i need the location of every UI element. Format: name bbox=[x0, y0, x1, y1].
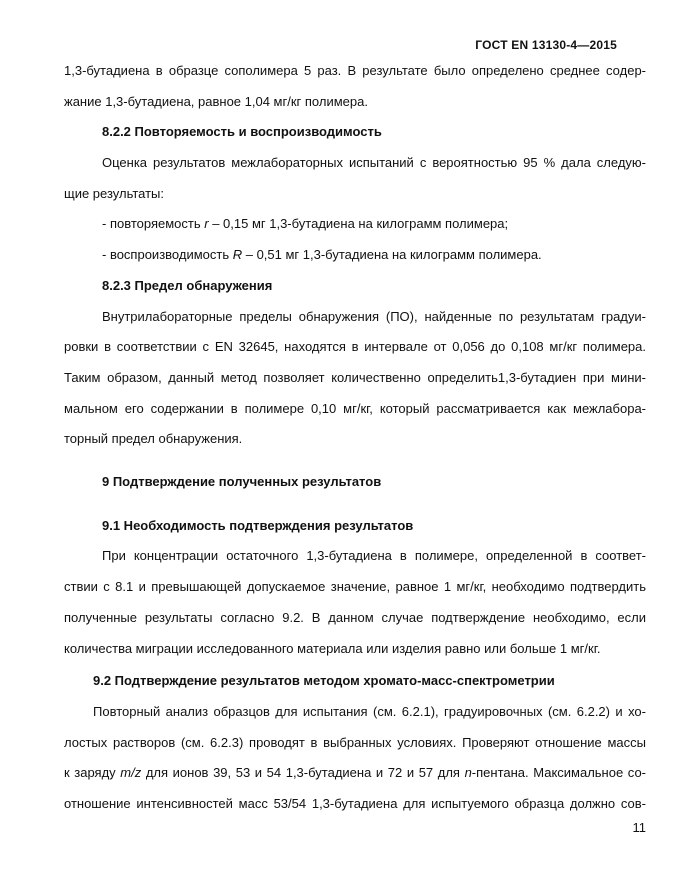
paragraph-line: полученные результаты согласно 9.2. В данном случае подтверждение необходимо, если bbox=[64, 610, 646, 625]
section-heading-9: 9 Подтверждение полученных результатов bbox=[102, 474, 382, 489]
paragraph-line: При концентрации остаточного 1,3-бутадиена в полимере, определенной в соответ- bbox=[102, 548, 646, 563]
paragraph-line: мальном его содержании в полимере 0,10 мг/кг, который рассматривается как межлабора- bbox=[64, 401, 646, 416]
paragraph-line: Внутрилабораторные пределы обнаружения (ПО), найденные по результатам градуи- bbox=[102, 309, 646, 324]
list-item-repeatability: - повторяемость r – 0,15 мг 1,3-бутадиена на килограмм полимера; bbox=[102, 216, 509, 231]
paragraph-line: жание 1,3-бутадиена, равное 1,04 мг/кг полимера. bbox=[64, 94, 368, 109]
section-heading-9-1: 9.1 Необходимость подтверждения результатов bbox=[102, 518, 414, 533]
paragraph-line: лостых растворов (см. 6.2.3) проводят в выбранных условиях. Проверяют отношение массы bbox=[64, 735, 646, 750]
section-heading-9-2: 9.2 Подтверждение результатов методом хромато-масс-спектрометрии bbox=[93, 673, 555, 688]
paragraph-line: к заряду m/z для ионов 39, 53 и 54 1,3-бутадиена и 72 и 57 для n-пентана. Максимальное со- bbox=[64, 765, 646, 780]
paragraph-line: отношение интенсивностей масс 53/54 1,3-бутадиена для испытуемого образца должно сов- bbox=[64, 796, 646, 811]
paragraph-line: Повторный анализ образцов для испытания (см. 6.2.1), градуировочных (см. 6.2.2) и хо- bbox=[93, 704, 646, 719]
paragraph-line: Оценка результатов межлабораторных испытаний с вероятностью 95 % дала следую- bbox=[102, 155, 646, 170]
paragraph-line: ствии с 8.1 и превышающей допускаемое значение, равное 1 мг/кг, необходимо подтвердить bbox=[64, 579, 646, 594]
paragraph-line: Таким образом, данный метод позволяет количественно определить1,3-бутадиен при мини- bbox=[64, 370, 646, 385]
section-heading-8-2-3: 8.2.3 Предел обнаружения bbox=[102, 278, 273, 293]
paragraph-line: щие результаты: bbox=[64, 186, 165, 201]
section-heading-8-2-2: 8.2.2 Повторяемость и воспроизводимость bbox=[102, 124, 382, 139]
list-item-reproducibility: - воспроизводимость R – 0,51 мг 1,3-бутадиена на килограмм полимера. bbox=[102, 247, 542, 262]
paragraph-line: ровки в соответствии с EN 32645, находятся в интервале от 0,056 до 0,108 мг/кг полимера. bbox=[64, 339, 646, 354]
document-header: ГОСТ EN 13130-4—2015 bbox=[475, 38, 617, 52]
paragraph-line: 1,3-бутадиена в образце сополимера 5 раз. В результате было определено среднее содер- bbox=[64, 63, 646, 78]
paragraph-line: торный предел обнаружения. bbox=[64, 431, 243, 446]
paragraph-line: количества миграции исследованного материала или изделия равно или больше 1 мг/кг. bbox=[64, 641, 601, 656]
page-number: 11 bbox=[632, 820, 646, 835]
